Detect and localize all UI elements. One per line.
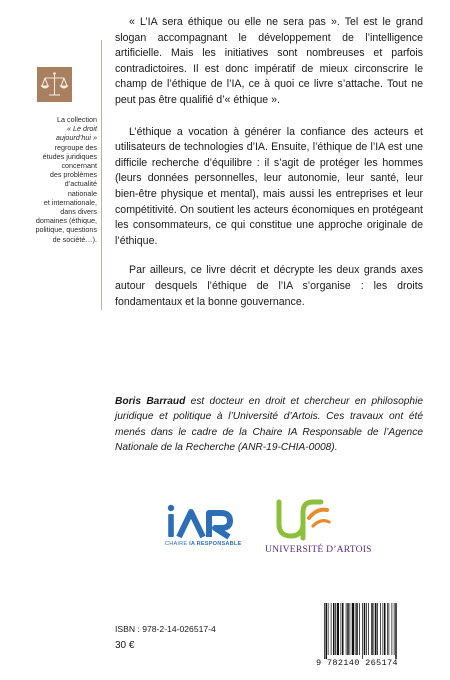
author-bio: [115, 394, 423, 456]
author-bio-text: est docteur en droit et chercheur en philosophie juridique et politique à l’Université d’Artois. Ces travaux ont été menés dans le cadre de la Chaire IA Responsable de l’Agence Nationale de la Recherche (ANR-19-CHIA-0008).: [115, 396, 423, 454]
barcode-bar: [371, 603, 373, 655]
collection-line: dans divers: [60, 207, 97, 217]
collection-line: domaines (éthique,: [35, 216, 97, 226]
barcode-bar: [387, 603, 388, 655]
collection-line: concernant: [61, 161, 97, 171]
barcode-bar: [380, 603, 381, 655]
barcode-bar: [337, 603, 339, 655]
barcode-bar: [331, 603, 332, 655]
barcode-bar: [352, 603, 354, 655]
collection-line: d’actualité: [64, 179, 97, 189]
collection-line: de société…).: [52, 234, 97, 244]
barcode-bar: [362, 603, 363, 659]
collection-line: La collection: [57, 115, 97, 124]
barcode-bar: [342, 603, 344, 655]
sidebar-divider: [101, 40, 102, 310]
blurb-paragraph: « L’IA sera éthique ou elle ne sera pas ». Tel est le grand slogan accompagnant le développement de l’intelligence artificielle. Mais les initiatives sont nombreuses et parfois contradictoires. Il est donc impératif de mieux circonscrire le champ de l’éthique de l’IA, ce à quoi ce livre s’attache. Tout ne peut pas être qualifié d’« éthique ».: [115, 16, 423, 106]
scales-icon: [37, 67, 72, 102]
isbn: ISBN : 978-2-14-026517-4: [115, 624, 216, 634]
barcode-bar: [395, 603, 397, 659]
barcode-bar: [377, 603, 378, 655]
barcode-bar: [366, 603, 367, 655]
blurb-paragraph: L’éthique a vocation à générer la confiance des acteurs et utilisateurs de technologies d’IA. Ensuite, l’éthique de l’IA est une difficile recherche d’équilibre : il s’agit de protéger les hommes (leurs données personnelles, leur autonomie, leur santé, leur bien-être physique et mental), mais aussi les entreprises et leur compétitivité. On soutient les acteurs économiques en protégeant les consommateurs, ce qui constitue une approche originale de l’éthique.: [115, 125, 423, 247]
price: 30 €: [115, 640, 135, 651]
collection-line: des problèmes: [49, 170, 97, 180]
collection-line: regroupe des: [54, 142, 97, 152]
collection-line: études juridiques: [42, 151, 97, 161]
partner-logos: [155, 500, 450, 560]
barcode: [316, 603, 430, 661]
barcode-bar: [326, 603, 328, 659]
barcode-bar: [383, 603, 384, 655]
barcode-bar: [375, 603, 377, 655]
blurb-paragraph: Par ailleurs, ce livre décrit et décrypte les deux grands axes autour desquels l’éthique de l’IA s’organise : les droits fondamentaux et la bonne gouvernance.: [115, 264, 423, 308]
collection-logo: [37, 67, 72, 102]
collection-line: politique, questions: [35, 225, 97, 235]
artois-name: UNIVERSITÉ D’ARTOIS: [265, 544, 372, 555]
barcode-digits: 9 782140 265174: [316, 658, 398, 668]
collection-line: nationale: [67, 188, 97, 198]
collection-line: « Le droit: [67, 124, 97, 134]
barcode-bar: [346, 603, 347, 655]
barcode-bar: [392, 603, 393, 655]
barcode-bar: [394, 603, 395, 655]
collection-description: [20, 115, 97, 244]
barcode-bar: [368, 603, 369, 655]
barcode-bar: [384, 603, 386, 655]
barcode-bar: [324, 603, 325, 659]
barcode-bar: [328, 603, 329, 655]
author-name: Boris Barraud: [115, 396, 186, 407]
barcode-bar: [364, 603, 366, 655]
collection-line: et internationale,: [43, 197, 97, 207]
barcode-bar: [347, 603, 349, 655]
barcode-bar: [355, 603, 356, 655]
collection-line: aujourd’hui »: [55, 133, 97, 143]
blurb-text: [115, 15, 423, 324]
barcode-bar: [374, 603, 375, 655]
barcode-bar: [333, 603, 335, 655]
artois-logo: [273, 498, 333, 544]
barcode-bar: [389, 603, 390, 655]
iar-subtitle: CHAIRE IA RESPONSABLE: [165, 541, 242, 547]
barcode-bar: [350, 603, 351, 655]
barcode-bar: [359, 603, 360, 655]
barcode-bar: [341, 603, 342, 655]
barcode-bar: [356, 603, 358, 655]
barcode-bar: [335, 603, 336, 655]
